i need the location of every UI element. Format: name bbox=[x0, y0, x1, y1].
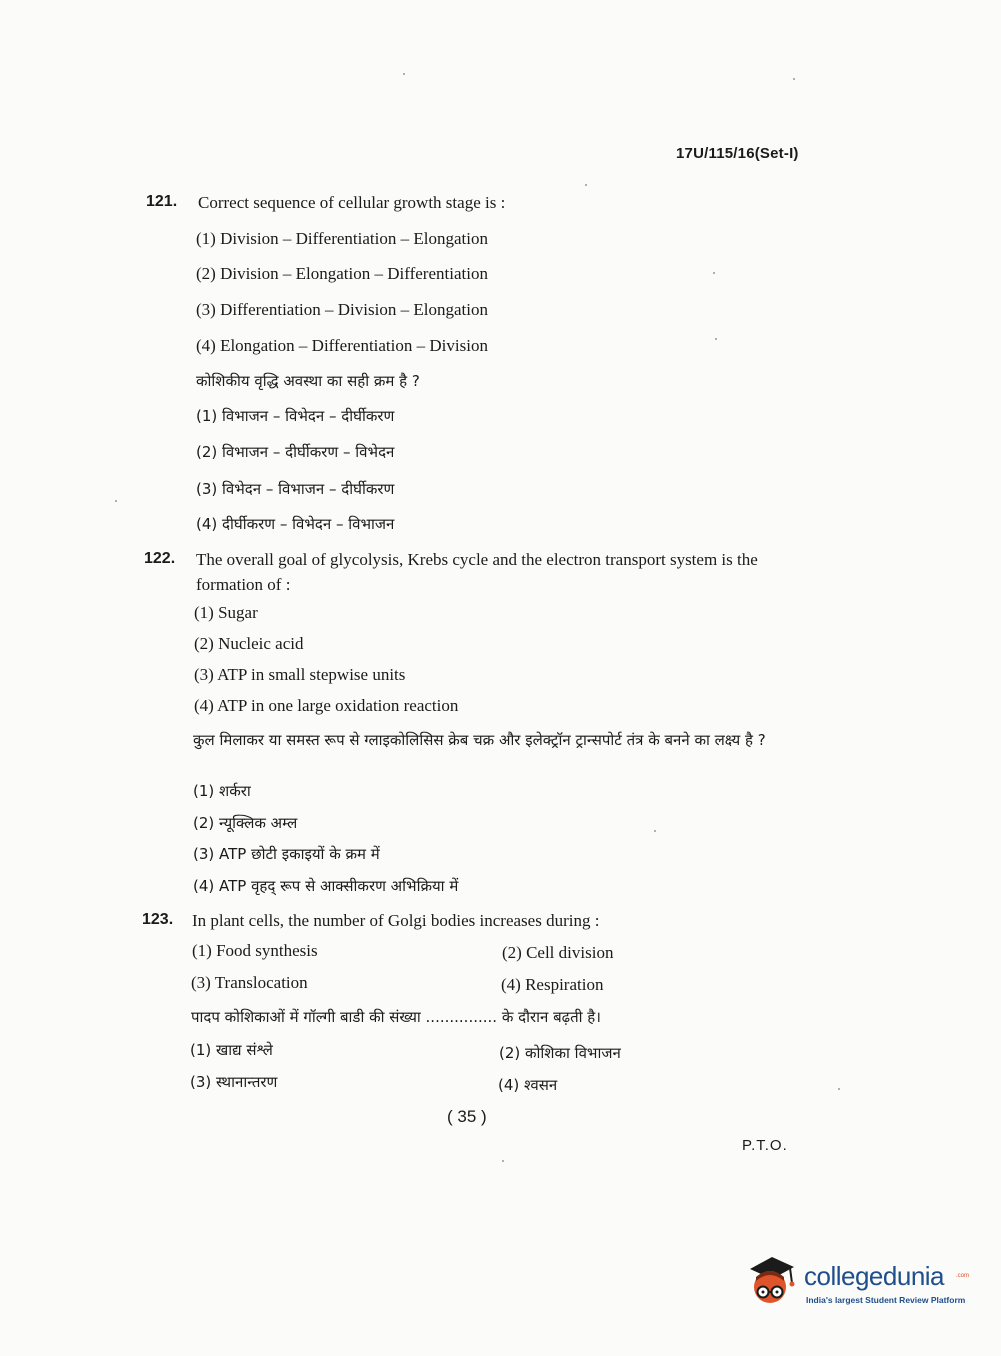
option-en: (1) Food synthesis bbox=[192, 941, 318, 960]
scan-speck bbox=[713, 272, 715, 274]
brand-domain: .com bbox=[956, 1273, 970, 1279]
pto-label: P.T.O. bbox=[742, 1137, 788, 1154]
option-en: (4) Respiration bbox=[501, 975, 604, 994]
page-number: ( 35 ) bbox=[447, 1107, 487, 1126]
question-text-hi: पादप कोशिकाओं में गॉल्गी बाडी की संख्या ............... के दौरान बढ़ती है। bbox=[191, 1008, 601, 1026]
option-en: (4) ATP in one large oxidation reaction bbox=[194, 696, 459, 715]
question-text-en: Correct sequence of cellular growth stage is : bbox=[198, 193, 506, 212]
option-hi: (2) न्यूक्लिक अम्ल bbox=[193, 814, 298, 832]
question-number: 121. bbox=[146, 193, 178, 210]
option-en: (3) ATP in small stepwise units bbox=[194, 665, 406, 684]
option-hi: (4) ATP वृहद् रूप से आक्सीकरण अभिक्रिया में bbox=[193, 877, 459, 895]
option-hi: (2) विभाजन – दीर्घीकरण – विभेदन bbox=[196, 443, 395, 461]
option-hi: (3) स्थानान्तरण bbox=[190, 1073, 278, 1091]
option-hi: (4) श्वसन bbox=[498, 1076, 558, 1094]
brand-tagline: India's largest Student Review Platform bbox=[806, 1295, 966, 1305]
scan-speck bbox=[403, 73, 405, 75]
option-hi: (3) ATP छोटी इकाइयों के क्रम में bbox=[193, 845, 380, 863]
option-hi: (1) खाद्य संश्ले bbox=[190, 1041, 273, 1059]
scan-speck bbox=[115, 500, 117, 502]
question-number: 123. bbox=[142, 911, 174, 928]
option-en: (3) Differentiation – Division – Elongation bbox=[196, 300, 488, 319]
option-hi: (3) विभेदन – विभाजन – दीर्घीकरण bbox=[196, 480, 395, 498]
scan-speck bbox=[715, 338, 717, 340]
option-en: (1) Division – Differentiation – Elongation bbox=[196, 229, 488, 248]
scan-speck bbox=[502, 1160, 504, 1162]
question-text-en: The overall goal of glycolysis, Krebs cycle and the electron transport system is the formation of : bbox=[196, 550, 758, 594]
option-en: (2) Nucleic acid bbox=[194, 634, 304, 653]
brand-name: collegedunia bbox=[804, 1261, 945, 1291]
question-text-hi: कुल मिलाकर या समस्त रूप से ग्लाइकोलिसिस क्रेब चक्र और इलेक्ट्रॉन ट्रान्सपोर्ट तंत्र के बनने का लक्ष्य है ? bbox=[193, 731, 766, 749]
scan-speck bbox=[793, 78, 795, 80]
option-hi: (4) दीर्घीकरण – विभेदन – विभाजन bbox=[196, 515, 395, 533]
scan-speck bbox=[654, 830, 656, 832]
option-en: (1) Sugar bbox=[194, 603, 258, 622]
question-text-en: In plant cells, the number of Golgi bodies increases during : bbox=[192, 911, 600, 930]
collegedunia-watermark bbox=[742, 1251, 972, 1311]
question-number: 122. bbox=[144, 550, 176, 567]
option-hi: (1) विभाजन – विभेदन – दीर्घीकरण bbox=[196, 407, 395, 425]
option-en: (2) Cell division bbox=[502, 943, 614, 962]
question-text-hi: कोशिकीय वृद्धि अवस्था का सही क्रम है ? bbox=[196, 372, 420, 390]
option-hi: (1) शर्करा bbox=[193, 782, 251, 800]
paper-code: 17U/115/16(Set-I) bbox=[676, 145, 799, 162]
option-en: (3) Translocation bbox=[191, 973, 308, 992]
scan-speck bbox=[838, 1088, 840, 1090]
scan-speck bbox=[585, 184, 587, 186]
mascot-icon bbox=[742, 1251, 802, 1311]
option-en: (4) Elongation – Differentiation – Division bbox=[196, 336, 488, 355]
option-en: (2) Division – Elongation – Differentiation bbox=[196, 264, 488, 283]
option-hi: (2) कोशिका विभाजन bbox=[499, 1044, 621, 1062]
